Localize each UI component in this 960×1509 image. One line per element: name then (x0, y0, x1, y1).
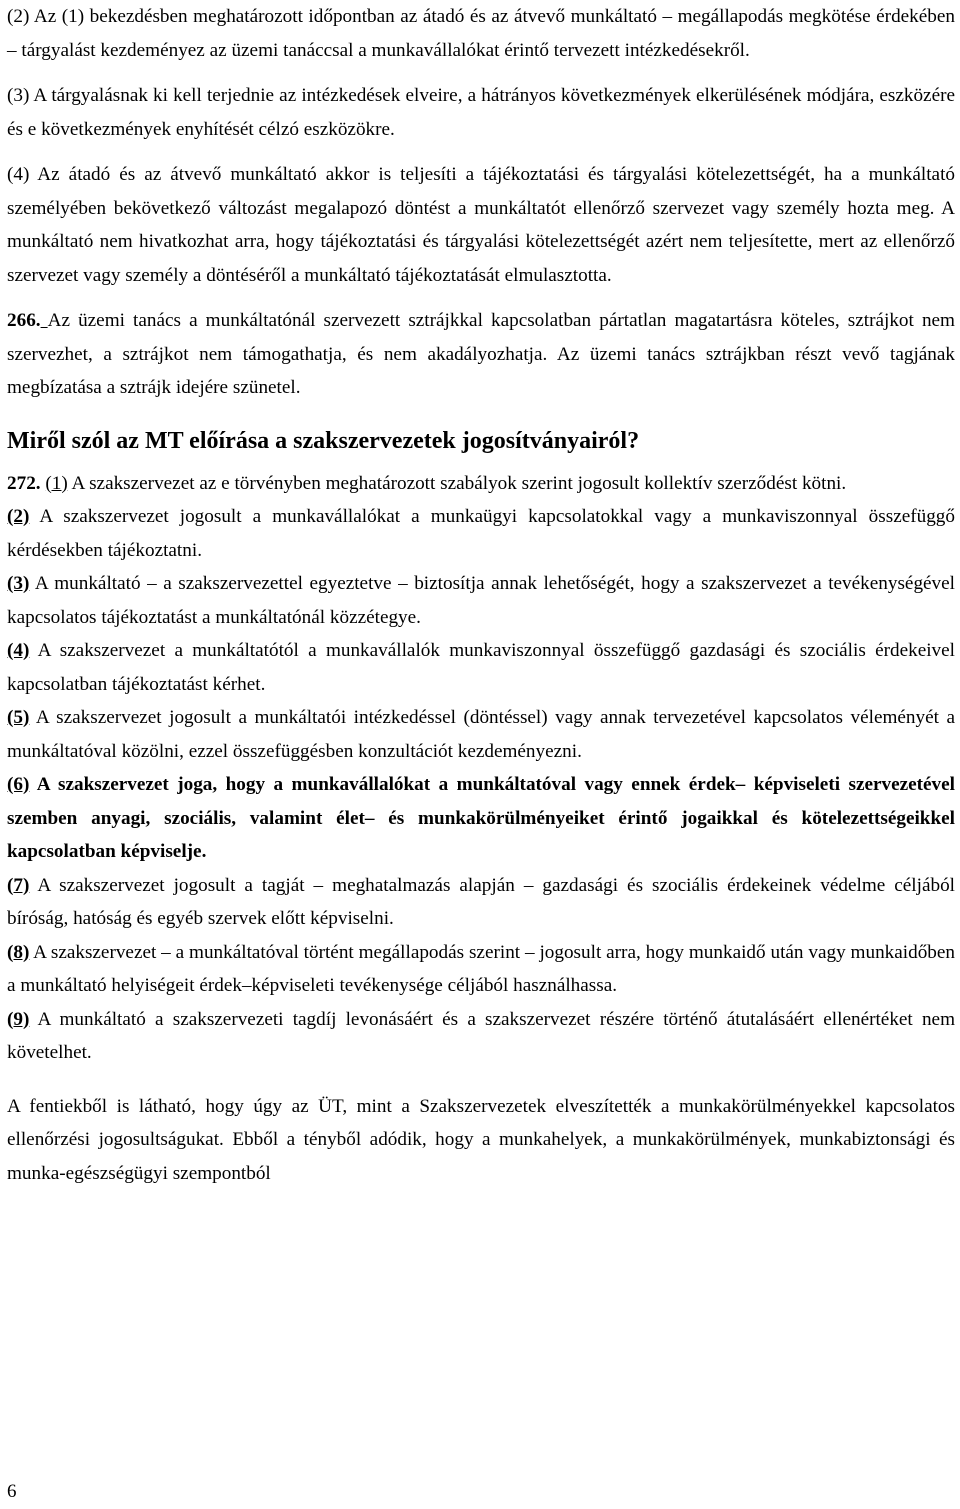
item-text: A szakszervezet – a munkáltatóval történt megállapodás szerint – jogosult arra, hogy munkaidő után vagy munkaidőben a munkáltató helyiségeit érdek–képviseleti tevékenysége céljából használhassa. (7, 941, 955, 996)
item-text: A munkáltató – a szakszervezettel egyeztetve – biztosítja annak lehetőségét, hogy a szakszervezet a tevékenységével kapcsolatos tájékoztatást a munkáltatónál közzétegye. (7, 573, 955, 628)
item-number: (2) (7, 506, 30, 527)
item-number: (7) (7, 874, 30, 896)
section-272-item-9 (7, 1003, 955, 1070)
section-number: 266. (7, 310, 41, 331)
item-number: (5) (7, 707, 30, 728)
section-272-item-5 (7, 701, 955, 768)
paragraph-2: (2) Az (1) bekezdésben meghatározott időpontban az átadó és az átvevő munkáltató – megállapodás megkötése érdekében – tárgyalást kezdeményez az üzemi tanáccsal a munkavállalókat érintő tervezett intézkedésekről. (7, 6, 955, 61)
item-number: (8) (7, 941, 30, 963)
section-272-item-4 (7, 634, 955, 701)
section-heading: Miről szól az MT előírása a szakszervezetek jogosítványairól? (7, 427, 640, 454)
closing-paragraph: A fentiekből is látható, hogy úgy az ÜT, mint a Szakszervezetek elveszítették a munkakörülményekkel kapcsolatos ellenőrzési jogosultságukat. Ebből a tényből adódik, hogy a munkahelyek, a munkakörülmények, munkabiztonsági és munka-egészségügyi szempontból (7, 1095, 955, 1184)
item-number: (4) (7, 640, 30, 661)
section-272-item-2 (7, 500, 955, 567)
section-272-item-8 (7, 936, 955, 1003)
paragraph-3: (3) A tárgyalásnak ki kell terjednie az intézkedések elveire, a hátrányos következmények elkerülésének módjára, eszközére és e következmények enyhítését célzó eszközökre. (7, 85, 955, 140)
item-text: A szakszervezet a munkáltatótól a munkavállalók munkaviszonnyal összefüggő gazdasági és szociális érdekeivel kapcsolatban tájékoztatást kérhet. (7, 640, 955, 695)
item-text: A szakszervezet jogosult a munkáltatói intézkedéssel (döntéssel) vagy annak tervezetével kapcsolatos véleményét a munkáltatóval közölni, ezzel összefüggésben konzultációt kezdeményezni. (7, 707, 955, 762)
item-number: (6) (7, 774, 30, 795)
section-266 (7, 304, 955, 405)
page-number: 6 (7, 1481, 17, 1502)
section-272-item-6 (7, 768, 955, 869)
item-text: A szakszervezet jogosult a munkavállalókat a munkaügyi kapcsolatokkal vagy a munkaviszonnyal összefüggő kérdésekben tájékoztatni. (7, 506, 955, 561)
item-text: A szakszervezet joga, hogy a munkavállalókat a munkáltatóval vagy ennek érdek– képviseleti szervezetével szemben anyagi, szociális, valamint élet– és munkakörülményeiket érintő jogaikkal és kötelezettségeikkel kapcsolatban képviselje. (7, 774, 955, 862)
section-272-item-1 (7, 467, 955, 501)
item-text: A munkáltató a szakszervezeti tagdíj levonásáért és a szakszervezet részére történő átutalásáért ellenértéket nem követelhet. (7, 1008, 955, 1063)
item-number: (9) (7, 1008, 30, 1030)
section-272-item-3 (7, 567, 955, 634)
item-text: A szakszervezet jogosult a tagját – meghatalmazás alapján – gazdasági és szociális érdekeinek védelme céljából bíróság, hatóság és egyéb szervek előtt képviselni. (7, 874, 955, 929)
section-number: 272. (7, 472, 41, 494)
paragraph-4: (4) Az átadó és az átvevő munkáltató akkor is teljesíti a tájékoztatási és tárgyalási kötelezettségét, ha a munkáltató személyében bekövetkező változást megalapozó döntést a munkáltatót ellenőrző szervezet vagy személy hozta meg. A munkáltató nem hivatkozhat arra, hogy tájékoztatási és tárgyalási kötelezettségét azért nem teljesítette, mert az ellenőrző szervezet vagy személy a döntéséről a munkáltató tájékoztatását elmulasztotta. (7, 164, 955, 286)
item-number: (1) (45, 472, 68, 494)
document-page (7, 0, 955, 1190)
item-text: A szakszervezet az e törvényben meghatározott szabályok szerint jogosult kollektív szerződést kötni. (67, 472, 847, 494)
section-separator (41, 310, 48, 331)
section-text: Az üzemi tanács a munkáltatónál szervezett sztrájkkal kapcsolatban pártatlan magatartásra köteles, sztrájkot nem szervezhet, a sztrájkot nem támogathatja, és nem akadályozhatja. Az üzemi tanács sztrájkban részt vevő tagjának megbízatása a sztrájk idejére szünetel. (7, 310, 955, 398)
section-272-item-7 (7, 869, 955, 936)
item-number: (3) (7, 573, 30, 594)
